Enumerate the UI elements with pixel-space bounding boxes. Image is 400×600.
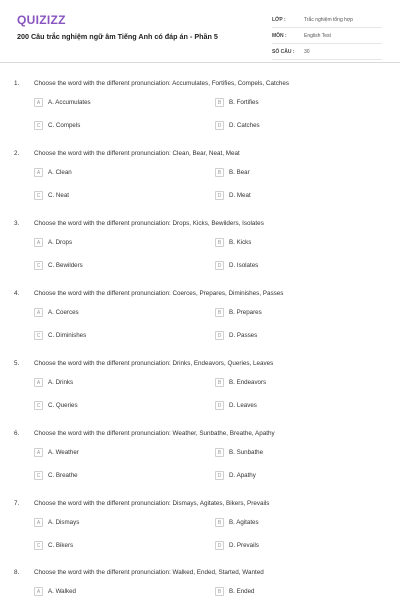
- option-b[interactable]: [215, 167, 250, 178]
- option-d[interactable]: [215, 470, 256, 481]
- question-text: Choose the word with the different pronunciation: Drinks, Endeavors, Queries, Leaves: [34, 360, 274, 367]
- option-letter-box: B: [215, 238, 224, 247]
- question-number: 6.: [14, 430, 20, 437]
- option-letter-box: A: [34, 448, 43, 457]
- question-number: 1.: [14, 80, 20, 87]
- option-d[interactable]: [215, 540, 259, 551]
- question-8: [0, 569, 400, 600]
- option-c[interactable]: [34, 120, 80, 131]
- question-6: [0, 430, 400, 500]
- question-7: [0, 500, 400, 570]
- question-text: Choose the word with the different pronunciation: Dismays, Agitates, Bikers, Prevails: [34, 500, 270, 507]
- question-1: [0, 80, 400, 150]
- option-letter-box: D: [215, 401, 224, 410]
- question-text: Choose the word with the different pronunciation: Drops, Kicks, Bewilders, Isolates: [34, 220, 264, 227]
- option-c[interactable]: [34, 330, 86, 341]
- option-letter-box: B: [215, 308, 224, 317]
- option-letter-box: D: [215, 541, 224, 550]
- option-letter-box: C: [34, 401, 43, 410]
- meta-row-class: [272, 12, 382, 28]
- option-text: A. Drops: [48, 239, 73, 246]
- option-letter-box: A: [34, 378, 43, 387]
- option-b[interactable]: [215, 307, 262, 318]
- option-a[interactable]: [34, 517, 79, 528]
- option-letter-box: B: [215, 448, 224, 457]
- meta-value: English Test: [304, 32, 331, 39]
- worksheet-header: [0, 0, 400, 63]
- meta-row-count: [272, 44, 382, 60]
- option-letter-box: A: [34, 238, 43, 247]
- option-text: D. Prevails: [229, 542, 259, 549]
- option-letter-box: C: [34, 331, 43, 340]
- option-letter-box: C: [34, 191, 43, 200]
- option-text: A. Clean: [48, 169, 72, 176]
- meta-label: LỚP :: [272, 16, 286, 23]
- meta-label: SỐ CÂU :: [272, 48, 295, 55]
- meta-row-subject: [272, 28, 382, 44]
- option-b[interactable]: [215, 237, 251, 248]
- question-text: Choose the word with the different pronunciation: Coerces, Prepares, Diminishes, Passes: [34, 290, 284, 297]
- option-letter-box: A: [34, 308, 43, 317]
- option-text: B. Agitates: [229, 519, 259, 526]
- option-text: B. Kicks: [229, 239, 252, 246]
- option-letter-box: A: [34, 98, 43, 107]
- option-c[interactable]: [34, 400, 78, 411]
- option-letter-box: C: [34, 261, 43, 270]
- question-number: 8.: [14, 569, 20, 576]
- option-text: C. Compels: [48, 122, 81, 129]
- option-letter-box: B: [215, 378, 224, 387]
- option-letter-box: B: [215, 98, 224, 107]
- option-d[interactable]: [215, 400, 257, 411]
- option-a[interactable]: [34, 377, 73, 388]
- option-c[interactable]: [34, 260, 83, 271]
- option-a[interactable]: [34, 586, 76, 597]
- option-text: D. Catches: [229, 122, 260, 129]
- option-d[interactable]: [215, 190, 251, 201]
- option-text: C. Breathe: [48, 472, 78, 479]
- option-b[interactable]: [215, 517, 259, 528]
- option-text: A. Accumulates: [48, 99, 91, 106]
- meta-table: [272, 12, 382, 60]
- option-b[interactable]: [215, 586, 254, 597]
- option-text: C. Neat: [48, 192, 69, 199]
- option-letter-box: B: [215, 168, 224, 177]
- option-d[interactable]: [215, 260, 258, 271]
- meta-label: MÔN :: [272, 32, 287, 39]
- option-letter-box: C: [34, 121, 43, 130]
- option-text: A. Dismays: [48, 519, 80, 526]
- question-text: Choose the word with the different pronunciation: Weather, Sunbathe, Breathe, Apathy: [34, 430, 275, 437]
- option-c[interactable]: [34, 190, 69, 201]
- question-number: 2.: [14, 150, 20, 157]
- option-text: C. Bikers: [48, 542, 74, 549]
- option-letter-box: D: [215, 261, 224, 270]
- option-text: A. Coerces: [48, 309, 79, 316]
- option-text: C. Diminishes: [48, 332, 87, 339]
- option-text: C. Queries: [48, 402, 78, 409]
- option-c[interactable]: [34, 470, 78, 481]
- worksheet-title: 200 Câu trắc nghiệm ngữ âm Tiếng Anh có đáp án - Phần 5: [17, 32, 218, 41]
- option-letter-box: A: [34, 518, 43, 527]
- option-text: D. Meat: [229, 192, 251, 199]
- option-letter-box: B: [215, 587, 224, 596]
- question-number: 4.: [14, 290, 20, 297]
- option-c[interactable]: [34, 540, 73, 551]
- question-number: 5.: [14, 360, 20, 367]
- option-text: B. Prepares: [229, 309, 262, 316]
- option-text: A. Weather: [48, 449, 79, 456]
- question-number: 3.: [14, 220, 20, 227]
- option-letter-box: B: [215, 518, 224, 527]
- option-b[interactable]: [215, 377, 266, 388]
- meta-value: Trắc nghiệm tổng hợp: [304, 16, 353, 23]
- option-text: B. Fortifies: [229, 99, 259, 106]
- question-text: Choose the word with the different pronunciation: Clean, Bear, Neat, Meat: [34, 150, 240, 157]
- question-text: Choose the word with the different pronunciation: Walked, Ended, Started, Wanted: [34, 569, 264, 576]
- option-letter-box: A: [34, 587, 43, 596]
- question-2: [0, 150, 400, 220]
- option-a[interactable]: [34, 97, 91, 108]
- question-4: [0, 290, 400, 360]
- option-d[interactable]: [215, 330, 257, 341]
- option-b[interactable]: [215, 97, 259, 108]
- option-text: D. Leaves: [229, 402, 257, 409]
- question-number: 7.: [14, 500, 20, 507]
- option-letter-box: D: [215, 121, 224, 130]
- option-text: C. Bewilders: [48, 262, 83, 269]
- option-text: B. Sunbathe: [229, 449, 264, 456]
- option-b[interactable]: [215, 447, 263, 458]
- option-letter-box: D: [215, 191, 224, 200]
- quizizz-logo: QUIZIZZ: [17, 13, 66, 27]
- option-letter-box: D: [215, 331, 224, 340]
- option-a[interactable]: [34, 447, 79, 458]
- option-text: B. Endeavors: [229, 379, 267, 386]
- option-a[interactable]: [34, 237, 72, 248]
- option-text: A. Walked: [48, 588, 76, 595]
- option-a[interactable]: [34, 167, 72, 178]
- option-d[interactable]: [215, 120, 260, 131]
- option-letter-box: D: [215, 471, 224, 480]
- option-letter-box: C: [34, 541, 43, 550]
- question-text: Choose the word with the different pronunciation: Accumulates, Fortifies, Compels, Catches: [34, 80, 290, 87]
- option-letter-box: C: [34, 471, 43, 480]
- question-5: [0, 360, 400, 430]
- option-letter-box: A: [34, 168, 43, 177]
- question-3: [0, 220, 400, 290]
- option-text: D. Passes: [229, 332, 258, 339]
- option-text: B. Bear: [229, 169, 250, 176]
- option-a[interactable]: [34, 307, 79, 318]
- meta-value: 30: [304, 48, 310, 55]
- option-text: D. Isolates: [229, 262, 259, 269]
- option-text: A. Drinks: [48, 379, 74, 386]
- option-text: B. Ended: [229, 588, 255, 595]
- option-text: D. Apathy: [229, 472, 256, 479]
